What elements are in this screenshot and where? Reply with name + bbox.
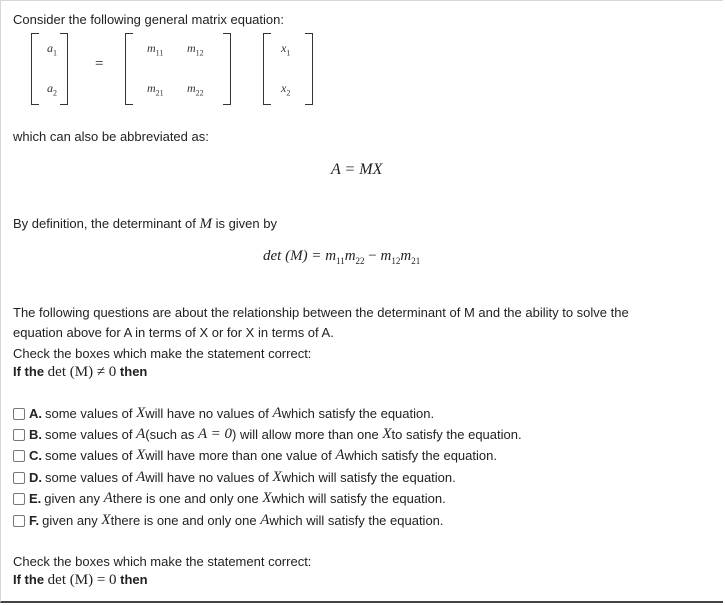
option-a-checkbox[interactable]	[13, 408, 25, 420]
paragraph-line-1: The following questions are about the relationship between the determinant of M and the ability to solve the	[13, 305, 629, 320]
condition-nonzero: If the det (M) ≠ 0 then	[13, 364, 148, 380]
equals-sign: =	[95, 56, 104, 72]
abbrev-text: which can also be abbreviated as:	[13, 129, 209, 144]
option-e-checkbox[interactable]	[13, 493, 25, 505]
condition-zero: If the det (M) = 0 then	[13, 572, 148, 588]
entry-m12: $m_{12}$	[187, 41, 204, 58]
option-d[interactable]: D. some values of A will have no values of X which will satisfy the equation.	[13, 469, 456, 486]
entry-a2: $a_2$	[47, 81, 57, 98]
entry-m22: $m_{22}$	[187, 81, 204, 98]
bracket-left	[263, 33, 271, 105]
option-f[interactable]: F. given any X there is one and only one A which will satisfy the equation.	[13, 512, 444, 529]
bracket-right	[305, 33, 313, 105]
option-c[interactable]: C. some values of X will have more than one value of A which satisfy the equation.	[13, 447, 497, 464]
abbrev-equation: A = MX	[331, 161, 383, 178]
option-c-checkbox[interactable]	[13, 450, 25, 462]
det-definition-text: By definition, the determinant of M is given by	[13, 216, 277, 232]
entry-x1: $x_1$	[281, 41, 291, 58]
bracket-left	[125, 33, 133, 105]
instruction-text: Check the boxes which make the statement correct:	[13, 346, 312, 361]
paragraph-line-2: equation above for A in terms of X or for X in terms of A.	[13, 325, 334, 340]
entry-m11: $m_{11}$	[147, 41, 164, 58]
option-d-checkbox[interactable]	[13, 472, 25, 484]
intro-text: Consider the following general matrix equation:	[13, 12, 284, 27]
option-b[interactable]: B. some values of A (such as A = 0 ) will allow more than one X to satisfy the equation.	[13, 426, 522, 443]
entry-a1: $a_1$	[47, 41, 57, 58]
bracket-right	[223, 33, 231, 105]
bracket-left	[31, 33, 39, 105]
det-formula: $\det (M) = m_{11}m_{22} - m_{12}m_{21}$	[263, 248, 421, 266]
instruction-text: Check the boxes which make the statement correct:	[13, 554, 312, 569]
bracket-right	[60, 33, 68, 105]
option-f-checkbox[interactable]	[13, 515, 25, 527]
entry-m21: $m_{21}$	[147, 81, 164, 98]
entry-x2: $x_2$	[281, 81, 291, 98]
option-a[interactable]: A. some values of X will have no values of A which satisfy the equation.	[13, 405, 434, 422]
option-b-checkbox[interactable]	[13, 429, 25, 441]
option-e[interactable]: E. given any A there is one and only one X which will satisfy the equation.	[13, 490, 446, 507]
